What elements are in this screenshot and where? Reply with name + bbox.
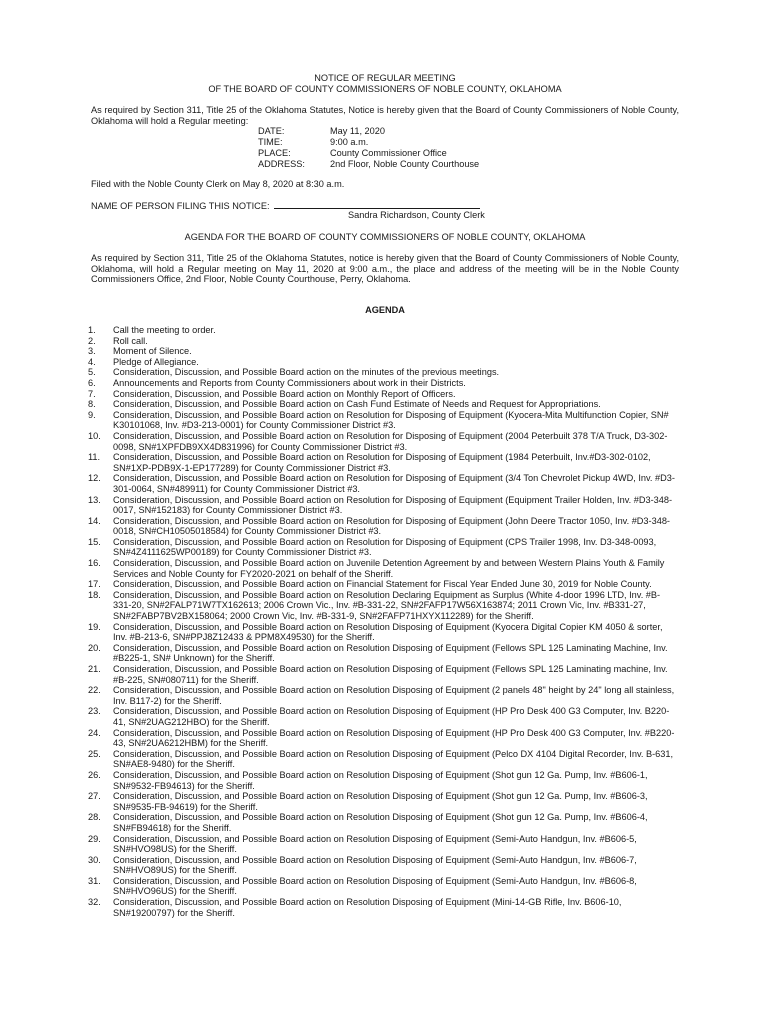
filer-label: NAME OF PERSON FILING THIS NOTICE: [91, 201, 270, 211]
agenda-item [88, 516, 678, 537]
agenda-item [88, 770, 678, 791]
agenda-item-text: Consideration, Discussion, and Possible Board action on Resolution for Disposing of Equipment (3/4 Ton Chevrolet Pickup 4WD, Inv. #D3-301-0064, SN#489911) for County Commissioner District #3. [113, 473, 675, 494]
agenda-item-number: 24. [88, 727, 101, 738]
date-value: May 11, 2020 [330, 126, 385, 136]
agenda-item-number: 25. [88, 748, 101, 759]
meeting-details [258, 126, 479, 170]
agenda-item-number: 18. [88, 589, 101, 600]
agenda-item [88, 812, 678, 833]
agenda-item-number: 7. [88, 388, 96, 399]
place-label: PLACE: [258, 148, 291, 158]
agenda-heading: AGENDA [365, 305, 405, 315]
agenda-item-text: Consideration, Discussion, and Possible Board action on the minutes of the previous meetings. [113, 367, 500, 378]
agenda-item [88, 749, 678, 770]
agenda-item [88, 537, 678, 558]
agenda-item [88, 728, 678, 749]
time-value: 9:00 a.m. [330, 137, 369, 147]
agenda-item-number: 8. [88, 399, 96, 410]
agenda-item-text: Consideration, Discussion, and Possible Board action on Resolution for Disposing of Equipment (Kyocera-Mita Multifunction Copier, SN# K30101068, Inv. #D3-213-0001) for County Commissioner District #3. [113, 409, 669, 431]
agenda-item-number: 14. [88, 515, 101, 526]
agenda-item-number: 26. [88, 769, 101, 780]
time-label: TIME: [258, 137, 283, 147]
agenda-item-text: Consideration, Discussion, and Possible Board action on Resolution Disposing of Equipment (HP Pro Desk 400 G3 Computer, Inv. B220-41, SN#2UAG212HBO) for the Sheriff. [113, 706, 670, 727]
agenda-item-number: 27. [88, 791, 101, 802]
filed-statement: Filed with the Noble County Clerk on May 8, 2020 at 8:30 a.m. [91, 179, 345, 189]
agenda-item-text: Consideration, Discussion, and Possible Board action on Monthly Report of Officers. [113, 388, 456, 399]
agenda-item-number: 17. [88, 579, 101, 590]
agenda-item-text: Consideration, Discussion, and Possible Board action on Cash Fund Estimate of Needs and Request for Appropriations. [113, 399, 601, 410]
meeting-time-row [258, 137, 479, 148]
meeting-address-row [258, 159, 479, 170]
agenda-item-text: Announcements and Reports from County Commissioners about work in their Districts. [113, 377, 466, 388]
agenda-item-text: Consideration, Discussion, and Possible Board action on Financial Statement for Fiscal Year Ended June 30, 2019 for Noble County. [113, 579, 652, 590]
agenda-item-number: 31. [88, 875, 101, 886]
agenda-item-number: 12. [88, 473, 101, 484]
agenda-item [88, 431, 678, 452]
agenda-item-number: 32. [88, 897, 101, 908]
agenda-item-number: 30. [88, 854, 101, 865]
agenda-item-text: Consideration, Discussion, and Possible Board action on Resolution Disposing of Equipment (Shot gun 12 Ga. Pump, Inv. #B606-3, SN#9535-FB-94619) for the Sheriff. [113, 791, 648, 812]
agenda-item-number: 15. [88, 536, 101, 547]
agenda-item-number: 23. [88, 706, 101, 717]
agenda-item-text: Consideration, Discussion, and Possible Board action on Resolution Disposing of Equipment (Shot gun 12 Ga. Pump, Inv. #B606-4, SN#FB94618) for the Sheriff. [113, 812, 648, 833]
agenda-item-number: 10. [88, 430, 101, 441]
agenda-item [88, 706, 678, 727]
agenda-item-text: Consideration, Discussion, and Possible Board action on Resolution Declaring Equipment as Surplus (White 4-door 1996 LTD, Inv. #B-331-20, SN#2FALP71W7TX162613; 2006 Crown Vic., Inv. #B-331-22, SN#2FAFP17W56X163874; 2011 Crown Vic, Inv. #B331-27, SN#2FABP7BV2BX158064; 2000 Crown Vic, Inv. #B-331-9, SN#2FAFP71HXYX112289) for the Sheriff. [113, 589, 661, 622]
meeting-place-row [258, 148, 479, 159]
agenda-item-number: 19. [88, 621, 101, 632]
agenda-item [88, 452, 678, 473]
agenda-item [88, 410, 678, 431]
agenda-item-number: 5. [88, 367, 96, 378]
agenda-item-number: 13. [88, 494, 101, 505]
agenda-item-text: Consideration, Discussion, and Possible Board action on Resolution Disposing of Equipment (Fellows SPL 125 Laminating machine, Inv. #B-225, SN#080711) for the Sheriff. [113, 664, 668, 685]
agenda-item-number: 28. [88, 812, 101, 823]
agenda-item-number: 20. [88, 642, 101, 653]
agenda-item [88, 855, 678, 876]
agenda-item [88, 897, 678, 918]
agenda-item [88, 664, 678, 685]
agenda-item [88, 495, 678, 516]
address-value: 2nd Floor, Noble County Courthouse [330, 159, 480, 169]
agenda-item-text: Roll call. [113, 335, 148, 346]
agenda-item-text: Consideration, Discussion, and Possible Board action on Resolution Disposing of Equipment (Kyocera Digital Copier KM 4050 & sorter, Inv. #B-213-6, SN#PPJ8Z12433 & PPM8X49530) for the Sheriff. [113, 621, 663, 643]
agenda-item-text: Consideration, Discussion, and Possible Board action on Resolution Disposing of Equipment (Semi-Auto Handgun, Inv. #B606-7, SN#HVO89US) for the Sheriff. [113, 854, 637, 876]
agenda-item-number: 6. [88, 377, 96, 388]
agenda-item [88, 367, 678, 378]
agenda-item [88, 685, 678, 706]
agenda-item-text: Consideration, Discussion, and Possible Board action on Resolution Disposing of Equipment (Semi-Auto Handgun, Inv. #B606-8, SN#HVO96US) for the Sheriff. [113, 875, 637, 897]
agenda-item-number: 29. [88, 833, 101, 844]
agenda-item [88, 357, 678, 368]
agenda-item [88, 336, 678, 347]
notice-title-line2: OF THE BOARD OF COUNTY COMMISSIONERS OF NOBLE COUNTY, OKLAHOMA [208, 84, 562, 94]
agenda-item-number: 16. [88, 558, 101, 569]
agenda-item [88, 558, 678, 579]
agenda-item-text: Consideration, Discussion, and Possible Board action on Juvenile Detention Agreement by and between Western Plains Youth & Family Services and Noble County for FY2020-2021 on behalf of the Sheriff. [113, 558, 665, 579]
agenda-item [88, 399, 678, 410]
agenda-item-number: 21. [88, 664, 101, 674]
filer-name: Sandra Richardson, County Clerk [348, 210, 485, 220]
agenda-title: AGENDA FOR THE BOARD OF COUNTY COMMISSIONERS OF NOBLE COUNTY, OKLAHOMA [184, 232, 586, 242]
agenda-item-number: 11. [88, 452, 101, 463]
agenda-intro: As required by Section 311, Title 25 of the Oklahoma Statutes, notice is hereby given that the Board of County Commissioners of Noble County, Oklahoma, will hold a Regular meeting on May 11, 2020 at 9:00 a.m., the place and address of the meeting will be in the Noble County Commissioners Office, 2nd Floor, Noble County Courthouse, Perry, Oklahoma. [91, 253, 679, 285]
agenda-item [88, 389, 678, 400]
agenda-item [88, 622, 678, 643]
agenda-item-text: Consideration, Discussion, and Possible Board action on Resolution for Disposing of Equipment (1984 Peterbuilt, Inv.#D3-302-0102, SN#1XP-PDB9X-1-EP177289) for County Commissioner District #3. [113, 452, 651, 473]
agenda-item-text: Pledge of Allegiance. [113, 356, 199, 367]
agenda-item-number: 1. [88, 325, 96, 335]
agenda-item [88, 325, 678, 336]
date-label: DATE: [258, 126, 285, 136]
signature-line [274, 200, 480, 209]
agenda-item-number: 9. [88, 409, 96, 420]
agenda-item [88, 378, 678, 389]
agenda-list [88, 325, 678, 918]
agenda-item-number: 4. [88, 356, 96, 367]
agenda-item-text: Consideration, Discussion, and Possible Board action on Resolution for Disposing of Equipment (John Deere Tractor 1050, Inv. #D3-348-0018, SN#CH10505018584) for County Commissioner District #3. [113, 515, 670, 537]
agenda-item-text: Consideration, Discussion, and Possible Board action on Resolution for Disposing of Equipment (CPS Trailer 1998, Inv. D3-348-0093, SN#4Z4111625WP00189) for County Commissioner District #3. [113, 536, 657, 558]
agenda-item-number: 3. [88, 346, 96, 357]
meeting-date-row [258, 126, 479, 137]
agenda-item-number: 22. [88, 685, 101, 696]
agenda-item [88, 834, 678, 855]
agenda-item [88, 579, 678, 590]
agenda-item-text: Consideration, Discussion, and Possible Board action on Resolution Disposing of Equipment (Shot gun 12 Ga. Pump, Inv. #B606-1, SN#9532-FB94613) for the Sheriff. [113, 769, 648, 791]
agenda-item-text: Consideration, Discussion, and Possible Board action on Resolution for Disposing of Equipment (Equipment Trailer Holden, Inv. #D3-348-0017, SN#152183) for County Commissioner District #3. [113, 494, 673, 516]
agenda-item [88, 643, 678, 664]
agenda-item-number: 2. [88, 335, 96, 346]
agenda-item [88, 346, 678, 357]
notice-intro: As required by Section 311, Title 25 of the Oklahoma Statutes, Notice is hereby given that the Board of County Commissioners of Noble County, Oklahoma will hold a Regular meeting: [91, 105, 679, 126]
agenda-item [88, 791, 678, 812]
agenda-item-text: Consideration, Discussion, and Possible Board action on Resolution Disposing of Equipment (Mini-14-GB Rifle, Inv. B606-10, SN#19200797) for the Sheriff. [113, 897, 622, 918]
agenda-item [88, 876, 678, 897]
notice-title-line1: NOTICE OF REGULAR MEETING [314, 73, 456, 83]
agenda-item [88, 473, 678, 494]
agenda-item-text: Moment of Silence. [113, 346, 192, 357]
agenda-item-text: Consideration, Discussion, and Possible Board action on Resolution Disposing of Equipment (Semi-Auto Handgun, Inv. #B606-5, SN#HVO98US) for the Sheriff. [113, 833, 637, 855]
agenda-item-text: Consideration, Discussion, and Possible Board action on Resolution Disposing of Equipment (Pelco DX 4104 Digital Recorder, Inv. B-631, SN#AE8-9480) for the Sheriff. [113, 748, 674, 770]
agenda-item-text: Consideration, Discussion, and Possible Board action on Resolution Disposing of Equipment (HP Pro Desk 400 G3 Computer, Inv. #B220-43, SN#2UA6212HBM) for the Sheriff. [113, 727, 675, 749]
agenda-item [88, 590, 678, 622]
agenda-item-text: Consideration, Discussion, and Possible Board action on Resolution Disposing of Equipment (Fellows SPL 125 Laminating Machine, Inv. #B225-1, SN# Unknown) for the Sheriff. [113, 642, 668, 664]
place-value: County Commissioner Office [330, 148, 447, 158]
address-label: ADDRESS: [258, 159, 305, 169]
agenda-item-text: Consideration, Discussion, and Possible Board action on Resolution Disposing of Equipment (2 panels 48" height by 24" long all stainless, Inv. B117-2) for the Sheriff. [113, 685, 675, 706]
agenda-item-text: Call the meeting to order. [113, 325, 216, 335]
agenda-item-text: Consideration, Discussion, and Possible Board action on Resolution for Disposing of Equipment (2004 Peterbuilt 378 T/A Truck, D3-302-0098, SN#1XPFDB9XX4D831996) for County Commissioner District #3. [113, 430, 668, 452]
